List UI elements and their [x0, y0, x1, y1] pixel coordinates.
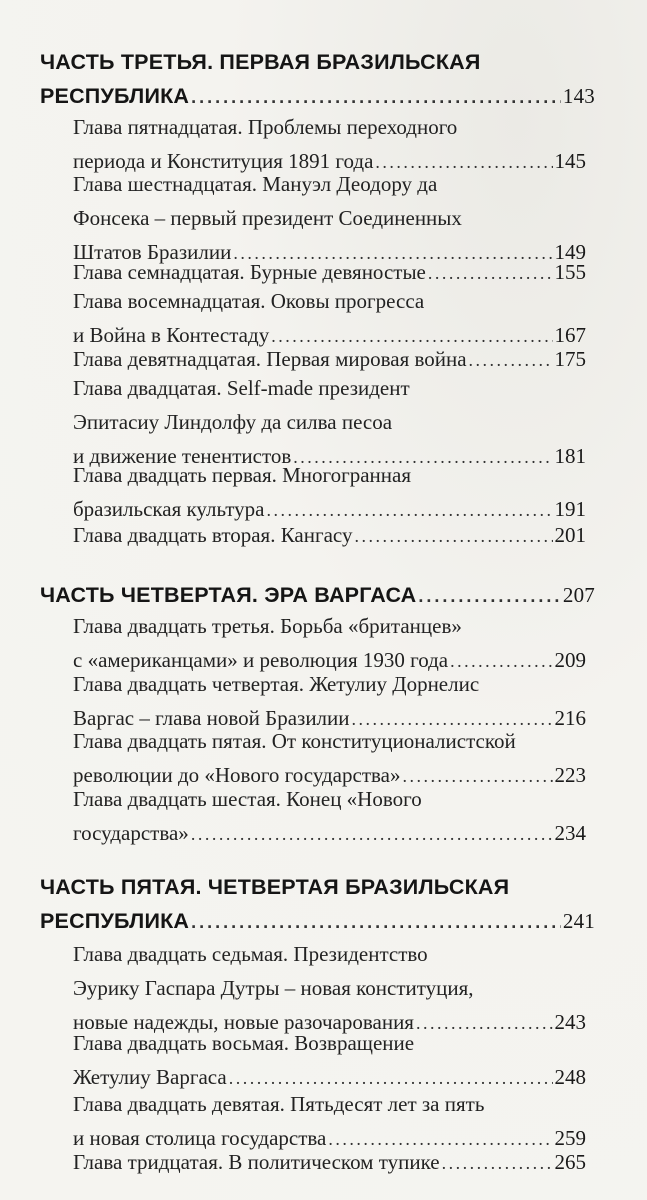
- toc-chapter-30: [73, 1145, 586, 1179]
- toc-chapter-26: [73, 782, 586, 850]
- toc-chapter-27: [73, 937, 586, 1039]
- toc-chapter-line: Глава тридцатая. В политическом тупике: [73, 1150, 440, 1174]
- toc-part-title-line: РЕСПУБЛИКА: [40, 909, 190, 933]
- toc-chapter-line: бразильская культура: [73, 497, 265, 521]
- toc-chapter-line: Глава двадцать восьмая. Возвращение: [73, 1031, 415, 1055]
- toc-chapter-line: государства»: [73, 821, 189, 845]
- toc-chapter-line: Глава пятнадцатая. Проблемы переходного: [73, 115, 458, 139]
- page-number: 243: [554, 1010, 586, 1034]
- toc-part-3: [40, 45, 595, 113]
- toc-chapter-22: [73, 518, 586, 552]
- toc-chapter-line: Глава девятнадцатая. Первая мировая война: [73, 347, 467, 371]
- page-number: 259: [554, 1126, 586, 1150]
- page-number: 241: [562, 909, 595, 933]
- toc-chapter-21: [73, 458, 586, 526]
- toc-chapter-line: Глава двадцать седьмая. Президентство: [73, 942, 428, 966]
- dot-leader: [354, 519, 552, 553]
- page-number: 248: [554, 1065, 586, 1089]
- toc-chapter-line: и новая столица государства: [73, 1126, 327, 1150]
- page-number: 149: [554, 240, 586, 264]
- dot-leader: [442, 1146, 553, 1180]
- dot-leader: [191, 80, 561, 114]
- toc-chapter-28: [73, 1026, 586, 1094]
- toc-chapter-line: революции до «Нового государства»: [73, 763, 401, 787]
- toc-chapter-line: Фонсека – первый президент Соединенных: [73, 206, 462, 230]
- toc-chapter-line: Эпитасиу Линдолфу да силва песоа: [73, 410, 393, 434]
- page-number: 265: [554, 1150, 586, 1174]
- toc-chapter-line: Глава шестнадцатая. Мануэл Деодору да: [73, 172, 438, 196]
- toc-part-5: [40, 870, 595, 938]
- toc-chapter-line: Глава двадцать пятая. От конституционалистской: [73, 729, 516, 753]
- toc-chapter-line: Глава двадцать девятая. Пятьдесят лет за пять: [73, 1092, 485, 1116]
- dot-leader: [191, 905, 561, 939]
- page-number: 145: [554, 149, 586, 173]
- page-number: 191: [554, 497, 586, 521]
- toc-chapter-line: Глава восемнадцатая. Оковы прогресса: [73, 289, 425, 313]
- toc-part-title-line: ЧАСТЬ ПЯТАЯ. ЧЕТВЕРТАЯ БРАЗИЛЬСКАЯ: [40, 875, 510, 899]
- toc-part-title-line: ЧАСТЬ ТРЕТЬЯ. ПЕРВАЯ БРАЗИЛЬСКАЯ: [40, 50, 481, 74]
- page-number: 143: [562, 84, 595, 108]
- page-number: 223: [554, 763, 586, 787]
- page-number: 167: [554, 323, 586, 347]
- toc-part-4: [40, 578, 595, 612]
- toc-chapter-line: Эурику Гаспара Дутры – новая конституция,: [73, 976, 474, 1000]
- page-number: 207: [562, 583, 595, 607]
- page-number: 181: [554, 444, 586, 468]
- toc-chapter-line: Штатов Бразилии: [73, 240, 232, 264]
- page-number: 209: [554, 648, 586, 672]
- toc-part-title-line: РЕСПУБЛИКА: [40, 84, 190, 108]
- toc-chapter-line: Глава двадцать первая. Многогранная: [73, 463, 411, 487]
- toc-chapter-line: Глава двадцать вторая. Кангасу: [73, 523, 353, 547]
- toc-chapter-line: Глава двадцать шестая. Конец «Нового: [73, 787, 422, 811]
- dot-leader: [191, 817, 553, 851]
- page-number: 175: [554, 347, 586, 371]
- toc-chapter-line: и движение тенентистов: [73, 444, 292, 468]
- page-number: 234: [554, 821, 586, 845]
- dot-leader: [418, 579, 561, 613]
- toc-chapter-line: Глава двадцать третья. Борьба «британцев»: [73, 614, 462, 638]
- toc-chapter-line: с «американцами» и революция 1930 года: [73, 648, 449, 672]
- toc-chapter-line: новые надежды, новые разочарования: [73, 1010, 414, 1034]
- toc-chapter-line: Жетулиу Варгаса: [73, 1065, 227, 1089]
- toc-chapter-16: [73, 167, 586, 269]
- page-number: 216: [554, 706, 586, 730]
- toc-chapter-line: периода и Конституция 1891 года: [73, 149, 374, 173]
- page-number: 201: [554, 523, 586, 547]
- page-number: 155: [554, 260, 586, 284]
- toc-chapter-line: Варгас – глава новой Бразилии: [73, 706, 350, 730]
- toc-part-title-line: ЧАСТЬ ЧЕТВЕРТАЯ. ЭРА ВАРГАСА: [40, 583, 417, 607]
- toc-chapter-line: и Война в Контестаду: [73, 323, 270, 347]
- toc-chapter-line: Глава двадцатая. Self-made президент: [73, 376, 410, 400]
- toc-chapter-line: Глава семнадцатая. Бурные девяностые: [73, 260, 426, 284]
- toc-chapter-line: Глава двадцать четвертая. Жетулиу Дорнелис: [73, 672, 480, 696]
